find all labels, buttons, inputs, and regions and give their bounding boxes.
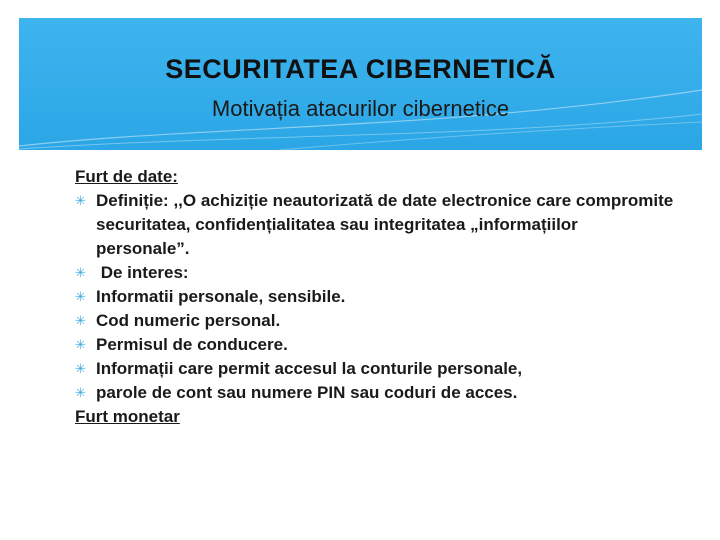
bullet-item bbox=[75, 381, 675, 405]
bullet-text: Cod numeric personal. bbox=[96, 311, 281, 330]
bullet-text: parole de cont sau numere PIN sau coduri de acces. bbox=[96, 383, 518, 402]
bullet-item bbox=[75, 309, 675, 333]
bullet-text: Permisul de conducere. bbox=[96, 335, 288, 354]
bullet-text: Informații care permit accesul la conturile personale, bbox=[96, 359, 523, 378]
bullet-item bbox=[75, 357, 675, 381]
section-heading-monetary-theft: Furt monetar bbox=[75, 407, 180, 426]
section-heading-data-theft: Furt de date: bbox=[75, 167, 178, 186]
slide-title: SECURITATEA CIBERNETICĂ bbox=[165, 54, 556, 84]
bullet-list bbox=[75, 189, 675, 405]
bullet-item bbox=[75, 285, 675, 309]
asterisk-icon: ✳ bbox=[75, 193, 86, 208]
bullet-item bbox=[75, 333, 675, 357]
bullet-item bbox=[75, 261, 675, 285]
slide-content bbox=[75, 165, 675, 429]
title-banner bbox=[19, 18, 702, 150]
asterisk-icon: ✳ bbox=[75, 385, 86, 400]
bullet-item bbox=[75, 189, 675, 261]
asterisk-icon: ✳ bbox=[75, 361, 86, 376]
asterisk-icon: ✳ bbox=[75, 313, 86, 328]
bullet-text: Informatii personale, sensibile. bbox=[96, 287, 346, 306]
asterisk-icon: ✳ bbox=[75, 337, 86, 352]
asterisk-icon: ✳ bbox=[75, 289, 86, 304]
bullet-text: Definiție: ,,O achiziție neautorizată de date electronice care compromite securitatea, confidențialitatea sau integritatea „informațiilor personale”. bbox=[96, 191, 674, 258]
slide-subtitle: Motivația atacurilor cibernetice bbox=[211, 96, 510, 121]
bullet-text: De interes: bbox=[96, 263, 189, 282]
asterisk-icon: ✳ bbox=[75, 265, 86, 280]
